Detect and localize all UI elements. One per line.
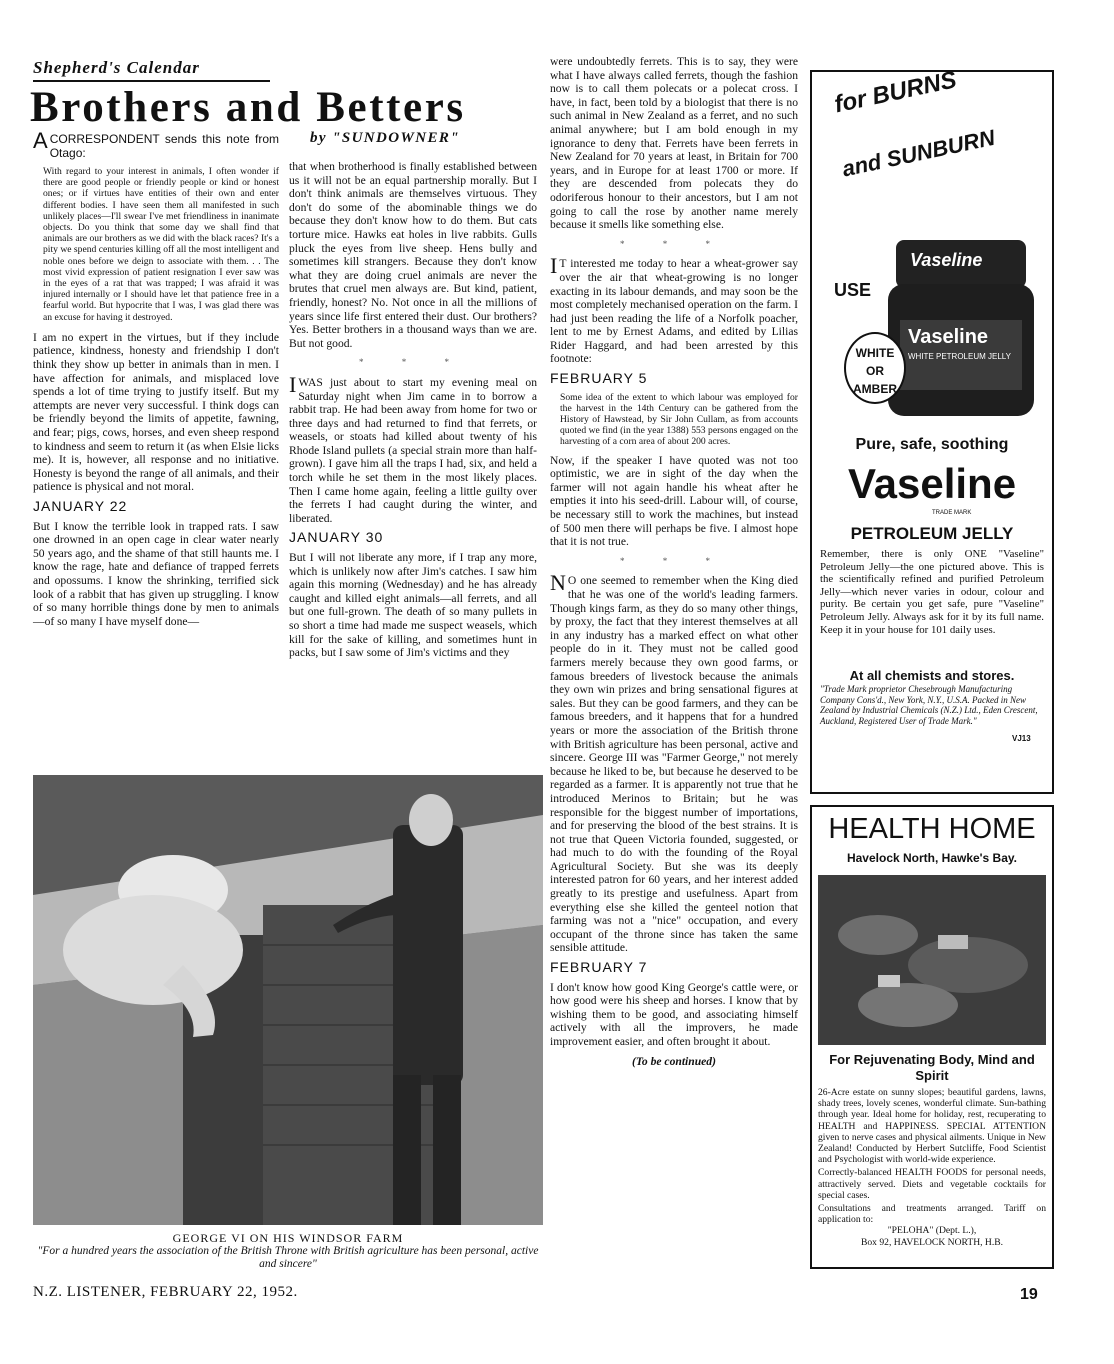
ad-tagline: Pure, safe, soothing xyxy=(855,436,1009,453)
ad-brand: Vaseline xyxy=(847,460,1017,507)
jar-lid-label: Vaseline xyxy=(910,250,983,270)
byline: by "SUNDOWNER" xyxy=(310,130,461,146)
date-heading: JANUARY 30 xyxy=(289,529,384,546)
ad-product: PETROLEUM JELLY xyxy=(850,524,1014,543)
badge-line: AMBER xyxy=(853,382,897,396)
ad-paragraph: Correctly-balanced HEALTH FOODS for personal needs, attractively served. Diets and vegetable cocktails for special cases. xyxy=(818,1167,1046,1201)
page-number: 19 xyxy=(1020,1286,1038,1303)
paragraph-text: O one seemed to remember when the King died that he was one of the world's leading farmers. Though kings farm, as they do so many other things, by proxy, the fact that they interest themselves at all in any industry has a marked effect on what other people do in it. They must not be called good farmers merely because they own good farms, or famous breeders of livestock because the animals they own win prizes and bring sensational figures at sales. But they can be good farmers, and they can be famous breeders, and it happens that for a hundred years or more the association of the British throne with British agriculture has been personal, active and sincere. George III was "Farmer George," not merely because he liked to be, but because he deserved to be regarded as a farmer. It is apparently not true that he introduced Merinos to Britain; but he was responsible for the biggest number of importations, and for preserving the blood of the best strains. It is not true that Queen Victoria founded, suggested, or had much to do with the founding of the Royal Agricultural Society. But she was its deeply interested patron for 60 years, and her interest added greatly to its prestige and usefulness. Apart from everything else she killed the genteel notion that farming was not a "nice" occupation, and every occupant of the throne since has taken the same sensible attitude. xyxy=(550,574,798,955)
drop-cap: A xyxy=(33,128,48,153)
date-heading: JANUARY 22 xyxy=(33,497,128,514)
ad-body: Remember, there is only ONE "Vaseline" Petroleum Jelly—the one pictured above. This is the scientifically refined and purified Petroleum Jelly—which never varies in odour, colour and purity. Be certain you get safe, pure "Vaseline" Petroleum Jelly. Always ask for it by its full name. Keep it in your house for 101 daily uses. xyxy=(820,548,1044,636)
ad-contact: Box 92, HAVELOCK NORTH, H.B. xyxy=(860,1236,1004,1248)
continued-note: (To be continued) xyxy=(632,1054,716,1068)
jar-label: Vaseline xyxy=(908,326,989,348)
ad-title: HEALTH HOME xyxy=(828,813,1036,845)
date-heading: FEBRUARY 7 xyxy=(550,959,648,976)
headline: Brothers and Betters xyxy=(30,84,466,131)
estate-photo xyxy=(818,875,1046,1045)
ad-contact: "PELOHA" (Dept. L.), xyxy=(887,1225,977,1237)
paragraph: were undoubtedly ferrets. This is to say, they were what I have always called ferrets, though the fashion now is to call them polecats or a polecat cross. I have, in fact, been told by a biologist that there is no such animal in New Zealand as a ferret, and no such animal anywhere; but I am bold enough in my ignorance to deny that. Ferrets have been ferrets in New Zealand for 70 years at least, in Britain for 700 years, and in Europe for at least 1700 or more. If they are descended from polecats they do odoriferous honour to their ancestors, but I am not going to call the rose by another name merely because it smells like something else. xyxy=(550,55,798,232)
intro-paragraph xyxy=(33,128,279,160)
date-heading: FEBRUARY 5 xyxy=(550,370,648,387)
badge-line: OR xyxy=(866,364,884,378)
white-or-amber-badge xyxy=(844,332,906,404)
badge-line: WHITE xyxy=(855,346,895,360)
section-rule xyxy=(33,80,270,82)
paragraph: that when brotherhood is finally established between us it will not be an equal partnership morally. But I don't think animals are themselves virtuous. They don't do some of the abominable things we do because they don't know how to do them. But cats torture mice. Hawks eat holes in live rabbits. Gulls pluck the eyes from live sheep. Hens bully and sometimes kill strangers. Because they don't know what they are doing cruel animals are never the brutes that cruel men always are. But kind, patient, friendly, honest? No. Not once in all the millions of years since life first entered their dust. Our brothers? Yes. Better brothers in a thousand ways than we are. But not good. xyxy=(289,160,537,350)
ad-paragraph: 26-Acre estate on sunny slopes; beautiful gardens, lawns, shady trees, lovely scenes, wonderful climate. Sun-bathing through year. Ideal home for holiday, rest, recuperating to HEALTH and HAPPINESS. SPECIAL ATTENTION given to nerve cases and physical ailments. Unique in New Zealand! Conducted by Herbert Sutcliffe, Food Scientist and Psychologist with world-wide experience. xyxy=(818,1087,1046,1166)
jar-sublabel: WHITE PETROLEUM JELLY xyxy=(908,352,1011,361)
section-divider: * * * xyxy=(620,555,728,566)
ad-body xyxy=(818,1087,1046,1248)
footer-publication: N.Z. LISTENER, FEBRUARY 22, 1952. xyxy=(33,1284,298,1300)
paragraph xyxy=(550,253,798,366)
ad-use: USE xyxy=(834,280,872,300)
photo-illustration xyxy=(33,775,543,1225)
photo-caption-text: "For a hundred years the association of the British Throne with British agriculture has been personal, active and sincere" xyxy=(37,1245,539,1270)
paragraph: Now, if the speaker I have quoted was not too optimistic, we are in sight of the day when the farmer will not again handle his wheat after he empties it into his seed-drill. Labour will, of course, be necessary still to work the machines, but instead of 500 men there will perhaps be five. I almost hope that it is not true. xyxy=(550,453,798,549)
health-home-ad xyxy=(810,805,1054,1269)
ad-stores: At all chemists and stores. xyxy=(849,668,1015,683)
ad-headline-burns: for BURNS xyxy=(832,66,959,119)
reader-quote: With regard to your interest in animals, I often wonder if there are good people or friendly people or kind or honest ones; or if virtues have entities of their own and enter different bodies. I have seen them all manifested in such unlikely places—I'll swear I've met friendliness in inanimate objects. Do you think that some day we shall find that animals are our brothers as we did with the black races? It's a pity we spend centuries killing off all the most intelligent and noble ones before we deign to associate with them. . . The most vivid expression of patient resignation I ever saw was in the eyes of a rat that was trapped; I was afraid it was injured internally or I should have let that patience free in a fearful world. But hypocrite that I was, I was glad there was an excuse for having it destroyed. xyxy=(43,166,279,323)
drop-cap: I xyxy=(289,371,297,397)
section-divider: * * * xyxy=(359,357,467,368)
drop-cap: I xyxy=(550,253,558,279)
ad-location: Havelock North, Hawke's Bay. xyxy=(846,851,1018,865)
paragraph: But I know the terrible look in trapped rats. I saw one drowned in an open cage in clear water nearly 50 years ago, and the shame of that still haunts me. I know the rage, hate and defiance of trapped ferrets and opossums. I know the shrinking, terrified sick look of a rabbit that has given up struggling. I know of so many horrible things done by men to animals—of so many I have myself done— xyxy=(33,519,279,628)
ad-code: VJ13 xyxy=(1012,734,1031,743)
ad-paragraph: Consultations and treatments arranged. Tariff on application to: xyxy=(818,1203,1046,1226)
photo-caption-title: GEORGE VI ON HIS WINDSOR FARM xyxy=(172,1231,404,1245)
paragraph: I am no expert in the virtues, but if they include patience, kindness, honesty and friendship I don't think they show up better in animals than in men. I have affection for animals, and misplaced love spends a lot of time trying to justify itself. But my attempts are never very successful. I think dogs can be friendly beyond the limits of appetite, fawning, and fear; pigs, cows, horses, and even sheep respond to kindness and seem to return it (as when Elsie licks me). It is, however, all response and no initiative. Honesty is beyond the range of all animals, and their patience is physical and not moral. xyxy=(33,330,279,494)
paragraph-text: WAS just about to start my evening meal on Saturday night when Jim came in to borrow a rabbit trap. He had been away from home for two or three days and had returned to find that ferrets, or weasels, or stoats had killed about twenty of his Rhode Island pullets (a special strain more than half-grown). I gave him all the traps I had, six, and held a torch while he set them in the most likely places. Then I came home again, feeling a little guilty over the ferrets I had caught during the winter, and liberated. xyxy=(289,375,537,525)
column-3 xyxy=(550,55,798,1068)
paragraph: I don't know how good King George's cattle were, or how good were his sheep and horses. I know that by wishing them to be good, and associating himself actively with all the improvers, he made improvement easier, and often brought it about. xyxy=(550,980,798,1049)
section-title: Shepherd's Calendar xyxy=(33,58,200,77)
paragraph xyxy=(550,570,798,955)
ad-fine-print: "Trade Mark proprietor Chesebrough Manufacturing Company Cons'd., New York, N.Y., U.S.A. Packed in New Zealand by Industrial Chemicals (N.Z.) Ltd., Eden Crescent, Auckland, Registered User of Trade Mark." xyxy=(820,684,1038,726)
photo-king-farm xyxy=(33,775,543,1225)
ad-headline-sunburn: and SUNBURN xyxy=(840,124,998,182)
column-2 xyxy=(289,160,537,666)
ad-subtitle: For Rejuvenating Body, Mind and Spirit xyxy=(829,1052,1035,1083)
ad-trade-mark: TRADE MARK xyxy=(932,510,972,516)
vaseline-jar xyxy=(882,232,1040,422)
intro-text: CORRESPONDENT sends this note from Otago: xyxy=(49,132,279,160)
drop-cap: N xyxy=(550,570,566,596)
vaseline-ad xyxy=(810,66,1054,794)
paragraph: But I will not liberate any more, if I trap any more, which is unlikely now after Jim's catches. I saw him again this morning (Wednesday) and he has already caught and killed eight animals—all ferrets, and all but one full-grown. The death of so many pullets in so short a time had made me suspect weasels, which kill for the sake of killing, and sometimes hunt in packs, but I saw some of Jim's victims and they xyxy=(289,551,537,660)
footnote: Some idea of the extent to which labour was employed for the harvest in the 14th Century can be gathered from the History of Hawstead, by Sir John Cullam, as from accounts quoted we find (in the year 1388) 553 persons engaged on the harvesting of a corn area of about 200 acres. xyxy=(560,391,798,448)
section-divider: * * * xyxy=(620,238,728,249)
paragraph-text: T interested me today to hear a wheat-grower say over the air that wheat-growing is no longer exacting in its labour demands, and may soon be the most completely mechanised operation on the farm. I had just been reading the life of a Norfolk poacher, lent to me by Ernest Adams, and edited by Lilias Rider Haggard, and had been arrested by this footnote: xyxy=(550,257,798,366)
column-1 xyxy=(33,128,279,634)
estate-illustration xyxy=(818,875,1046,1045)
paragraph xyxy=(289,371,537,526)
